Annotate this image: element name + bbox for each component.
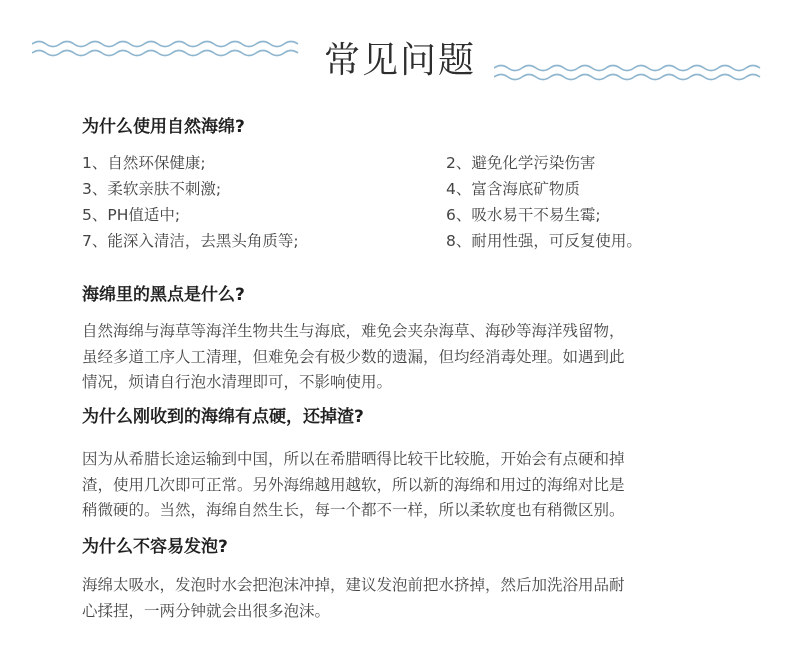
list-item: 2、避免化学污染伤害	[446, 154, 596, 172]
question-heading-1: 为什么使用自然海绵?	[82, 117, 245, 137]
answer-paragraph-4	[82, 573, 722, 624]
answer-line: 心揉捏，一两分钟就会出很多泡沫。	[82, 601, 331, 620]
answer-line: 自然海绵与海草等海洋生物共生与海底，难免会夹杂海草、海砂等海洋残留物，	[82, 322, 625, 340]
page-title: 常见问题	[323, 40, 476, 81]
list-item: 1、自然环保健康;	[82, 154, 206, 172]
answer-paragraph-3	[82, 447, 722, 524]
list-item: 3、柔软亲肤不刺激;	[82, 180, 222, 198]
answer-line: 情况，烦请自行泡水清理即可，不影响使用。	[82, 373, 393, 391]
answer-line: 稍微硬的。当然，海绵自然生长，每一个都不一样，所以柔软度也有稍微区别。	[82, 501, 625, 519]
list-item: 4、富含海底矿物质	[446, 180, 580, 198]
question-heading-4: 为什么不容易发泡?	[82, 537, 228, 557]
header	[0, 0, 800, 110]
answer-line: 虽经多道工序人工清理，但难免会有极少数的遗漏，但均经消毒处理。如遇到此	[82, 347, 625, 366]
list-item: 6、吸水易干不易生霉;	[446, 206, 601, 224]
question-heading-3: 为什么刚收到的海绵有点硬，还掉渣?	[82, 407, 364, 427]
list-item: 7、能深入清洁，去黑头角质等;	[82, 232, 299, 250]
wave-decoration-right-icon	[494, 62, 770, 86]
answer-line: 渣，使用几次即可正常。另外海绵越用越软，所以新的海绵和用过的海绵对比是	[82, 475, 625, 494]
answer-line: 海绵太吸水，发泡时水会把泡沫冲掉，建议发泡前把水挤掉，然后加洗浴用品耐	[82, 576, 625, 594]
list-item: 5、PH值适中;	[82, 206, 181, 224]
list-item: 8、耐用性强，可反复使用。	[446, 232, 642, 250]
answer-line: 因为从希腊长途运输到中国，所以在希腊晒得比较干比较脆，开始会有点硬和掉	[82, 450, 625, 468]
answer-paragraph-2	[82, 319, 722, 396]
question-heading-2: 海绵里的黑点是什么?	[82, 285, 245, 305]
